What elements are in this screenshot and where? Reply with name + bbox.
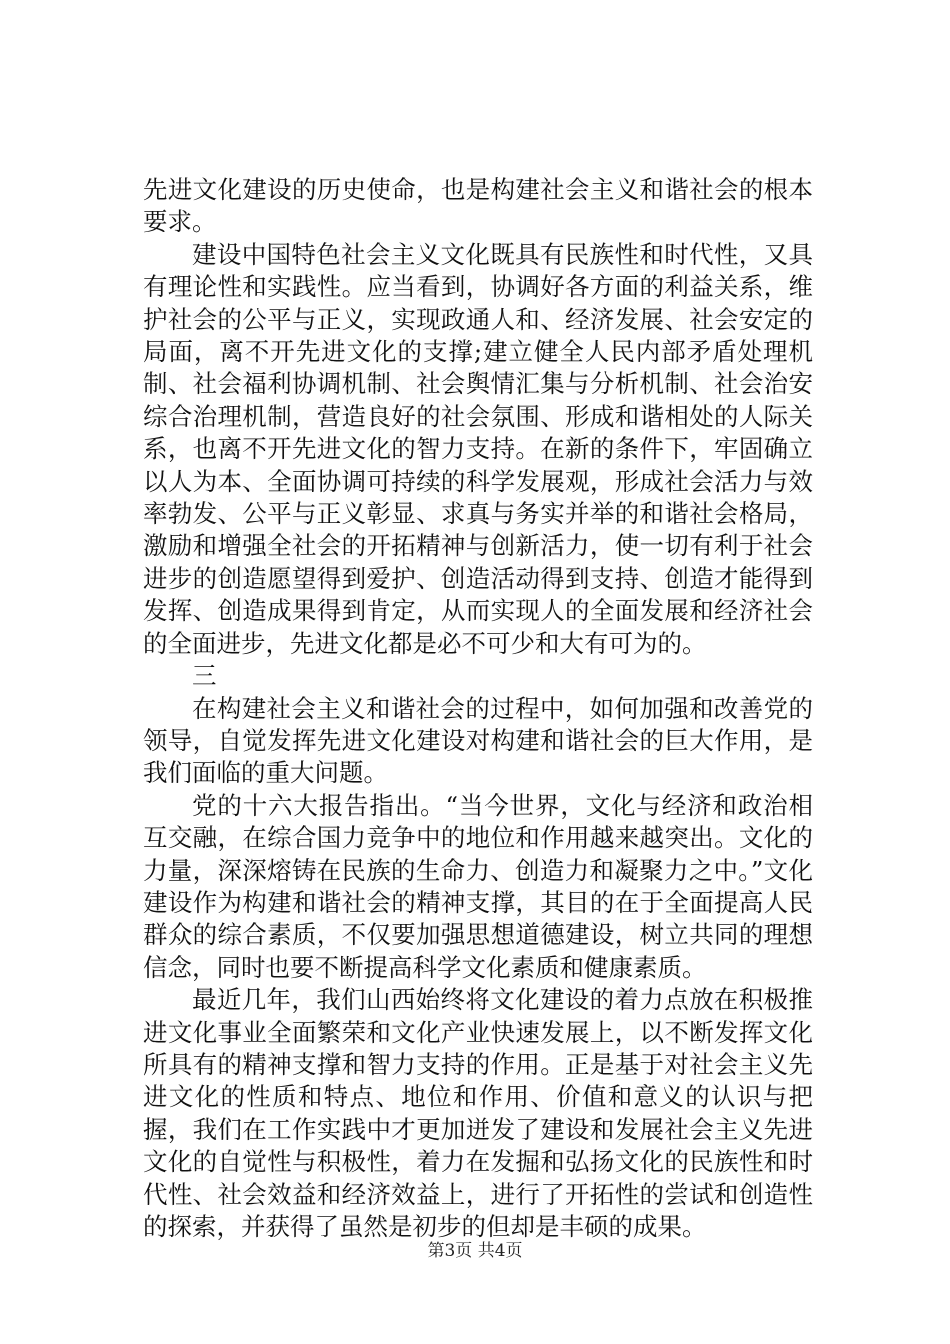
document-body	[143, 174, 813, 1243]
paragraph: 在构建社会主义和谐社会的过程中，如何加强和改善党的领导，自觉发挥先进文化建设对构建和谐社会的巨大作用，是我们面临的重大问题。	[143, 693, 813, 788]
paragraph-continuation: 先进文化建设的历史使命，也是构建社会主义和谐社会的根本要求。	[143, 175, 813, 237]
section-heading: 三	[192, 661, 217, 691]
paragraph: 最近几年，我们山西始终将文化建设的着力点放在积极推进文化事业全面繁荣和文化产业快速发展上，以不断发挥文化所具有的精神支撑和智力支持的作用。正是基于对社会主义先进文化的性质和特点、地位和作用、价值和意义的认识与把握，我们在工作实践中才更加迸发了建设和发展社会主义先进文化的自觉性与积极性，着力在发掘和弘扬文化的民族性和时代性、社会效益和经济效益上，进行了开拓性的尝试和创造性的探索，并获得了虽然是初步的但却是丰硕的成果。	[143, 985, 813, 1241]
paragraph: 建设中国特色社会主义文化既具有民族性和时代性，又具有理论性和实践性。应当看到，协调好各方面的利益关系，维护社会的公平与正义，实现政通人和、经济发展、社会安定的局面，离不开先进文化的支撑;建立健全人民内部矛盾处理机制、社会福利协调机制、社会舆情汇集与分析机制、社会治安综合治理机制，营造良好的社会氛围、形成和谐相处的人际关系，也离不开先进文化的智力支持。在新的条件下，牢固确立以人为本、全面协调可持续的科学发展观，形成社会活力与效率勃发、公平与正义彰显、求真与务实并举的和谐社会格局，激励和增强全社会的开拓精神与创新活力，使一切有利于社会进步的创造愿望得到爱护、创造活动得到支持、创造才能得到发挥、创造成果得到肯定，从而实现人的全面发展和经济社会的全面进步，先进文化都是必不可少和大有可为的。	[143, 239, 813, 658]
page-number-footer: 第3页 共4页	[427, 1241, 523, 1261]
paragraph: 党的十六大报告指出。“当今世界，文化与经济和政治相互交融，在综合国力竞争中的地位和作用越来越突出。文化的力量，深深熔铸在民族的生命力、创造力和凝聚力之中。”文化建设作为构建和谐社会的精神支撑，其目的在于全面提高人民群众的综合素质，不仅要加强思想道德建设，树立共同的理想信念，同时也要不断提高科学文化素质和健康素质。	[143, 790, 813, 982]
